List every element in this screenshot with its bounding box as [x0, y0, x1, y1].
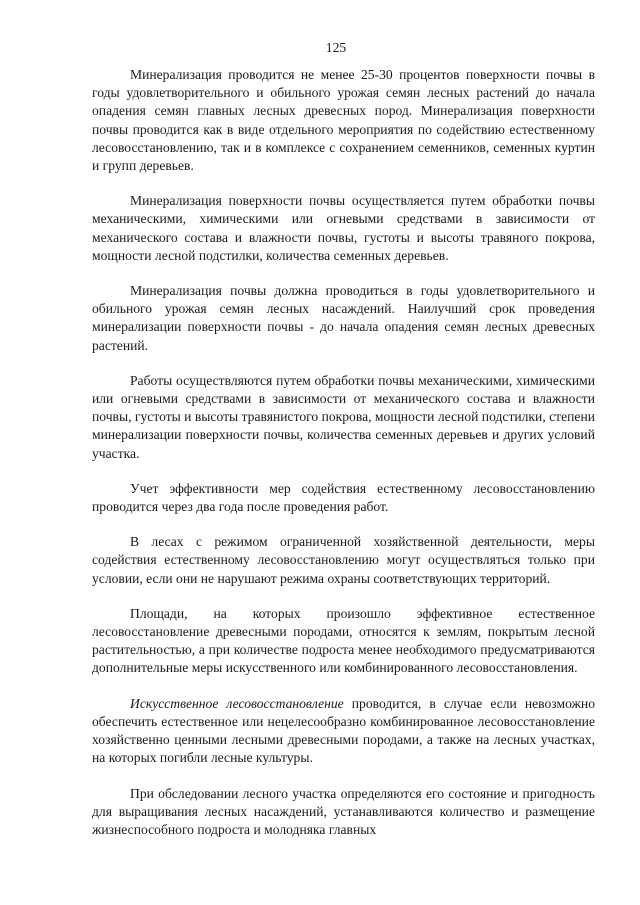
- document-body: [92, 66, 595, 856]
- artificial-restoration-term: Искусственное лесовосстановление: [130, 695, 344, 711]
- page-number: 125: [325, 40, 347, 55]
- paragraph-efficiency-accounting: Учет эффективности мер содействия естественному лесовосстановлению проводится через два года после проведения работ.: [92, 480, 595, 515]
- paragraph-artificial-restoration: [92, 695, 595, 768]
- paragraph-site-survey: При обследовании лесного участка определяются его состояние и пригодность для выращивания лесных насаждений, устанавливаются количество и размещение жизнеспособного подроста и молодняка главных: [92, 785, 595, 837]
- paragraph-works-methods: Работы осуществляются путем обработки почвы механическими, химическими или огневыми средствами в зависимости от механического состава и влажности почвы, густоты и высоты травянистого покрова, мощности лесной подстилки, степени минерализации поверхности почвы, количества семенных деревьев и других условий участка.: [92, 372, 595, 461]
- paragraph-mineralization-timing: Минерализация почвы должна проводиться в годы удовлетворительного и обильного урожая семян лесных насаждений. Наилучший срок проведения минерализации поверхности почвы - до начала опадения семян лесных древесных растений.: [92, 283, 595, 353]
- paragraph-natural-restoration-areas: Площади, на которых произошло эффективное естественное лесовосстановление древесными породами, относятся к землям, покрытым лесной растительностью, а при количестве подроста менее необходимого предусматриваются дополнительные меры искусственного или комбинированного лесовосстановления.: [92, 605, 595, 676]
- paragraph-restricted-forests: В лесах с режимом ограниченной хозяйственной деятельности, меры содействия естественному лесовосстановлению могут осуществляться только при условии, если они не нарушают режима охраны соответствующих территорий.: [92, 534, 595, 586]
- artificial-restoration-text: проводится, в случае если невозможно обеспечить естественное или нецелесообразно комбинированное лесовосстановление хозяйственно ценными лесными древесными породами, а также на лесных участках, на которых погибли лесные культуры.: [92, 695, 596, 766]
- paragraph-mineralization-methods: Минерализация поверхности почвы осуществляется путем обработки почвы механическими, химическими или огневыми средствами в зависимости от механического состава и влажности почвы, густоты и высоты травяного покрова, мощности лесной подстилки, количества семенных деревьев.: [92, 193, 595, 263]
- paragraph-mineralization-scope: Минерализация проводится не менее 25-30 процентов поверхности почвы в годы удовлетворительного и обильного урожая семян лесных растений до начала опадения семян главных лесных древесных пород. Минерализация поверхности почвы проводится как в виде отдельного мероприятия по содействию естественному лесовосстановлению, так и в комплексе с сохранением семенников, семенных куртин и групп деревьев.: [92, 67, 595, 174]
